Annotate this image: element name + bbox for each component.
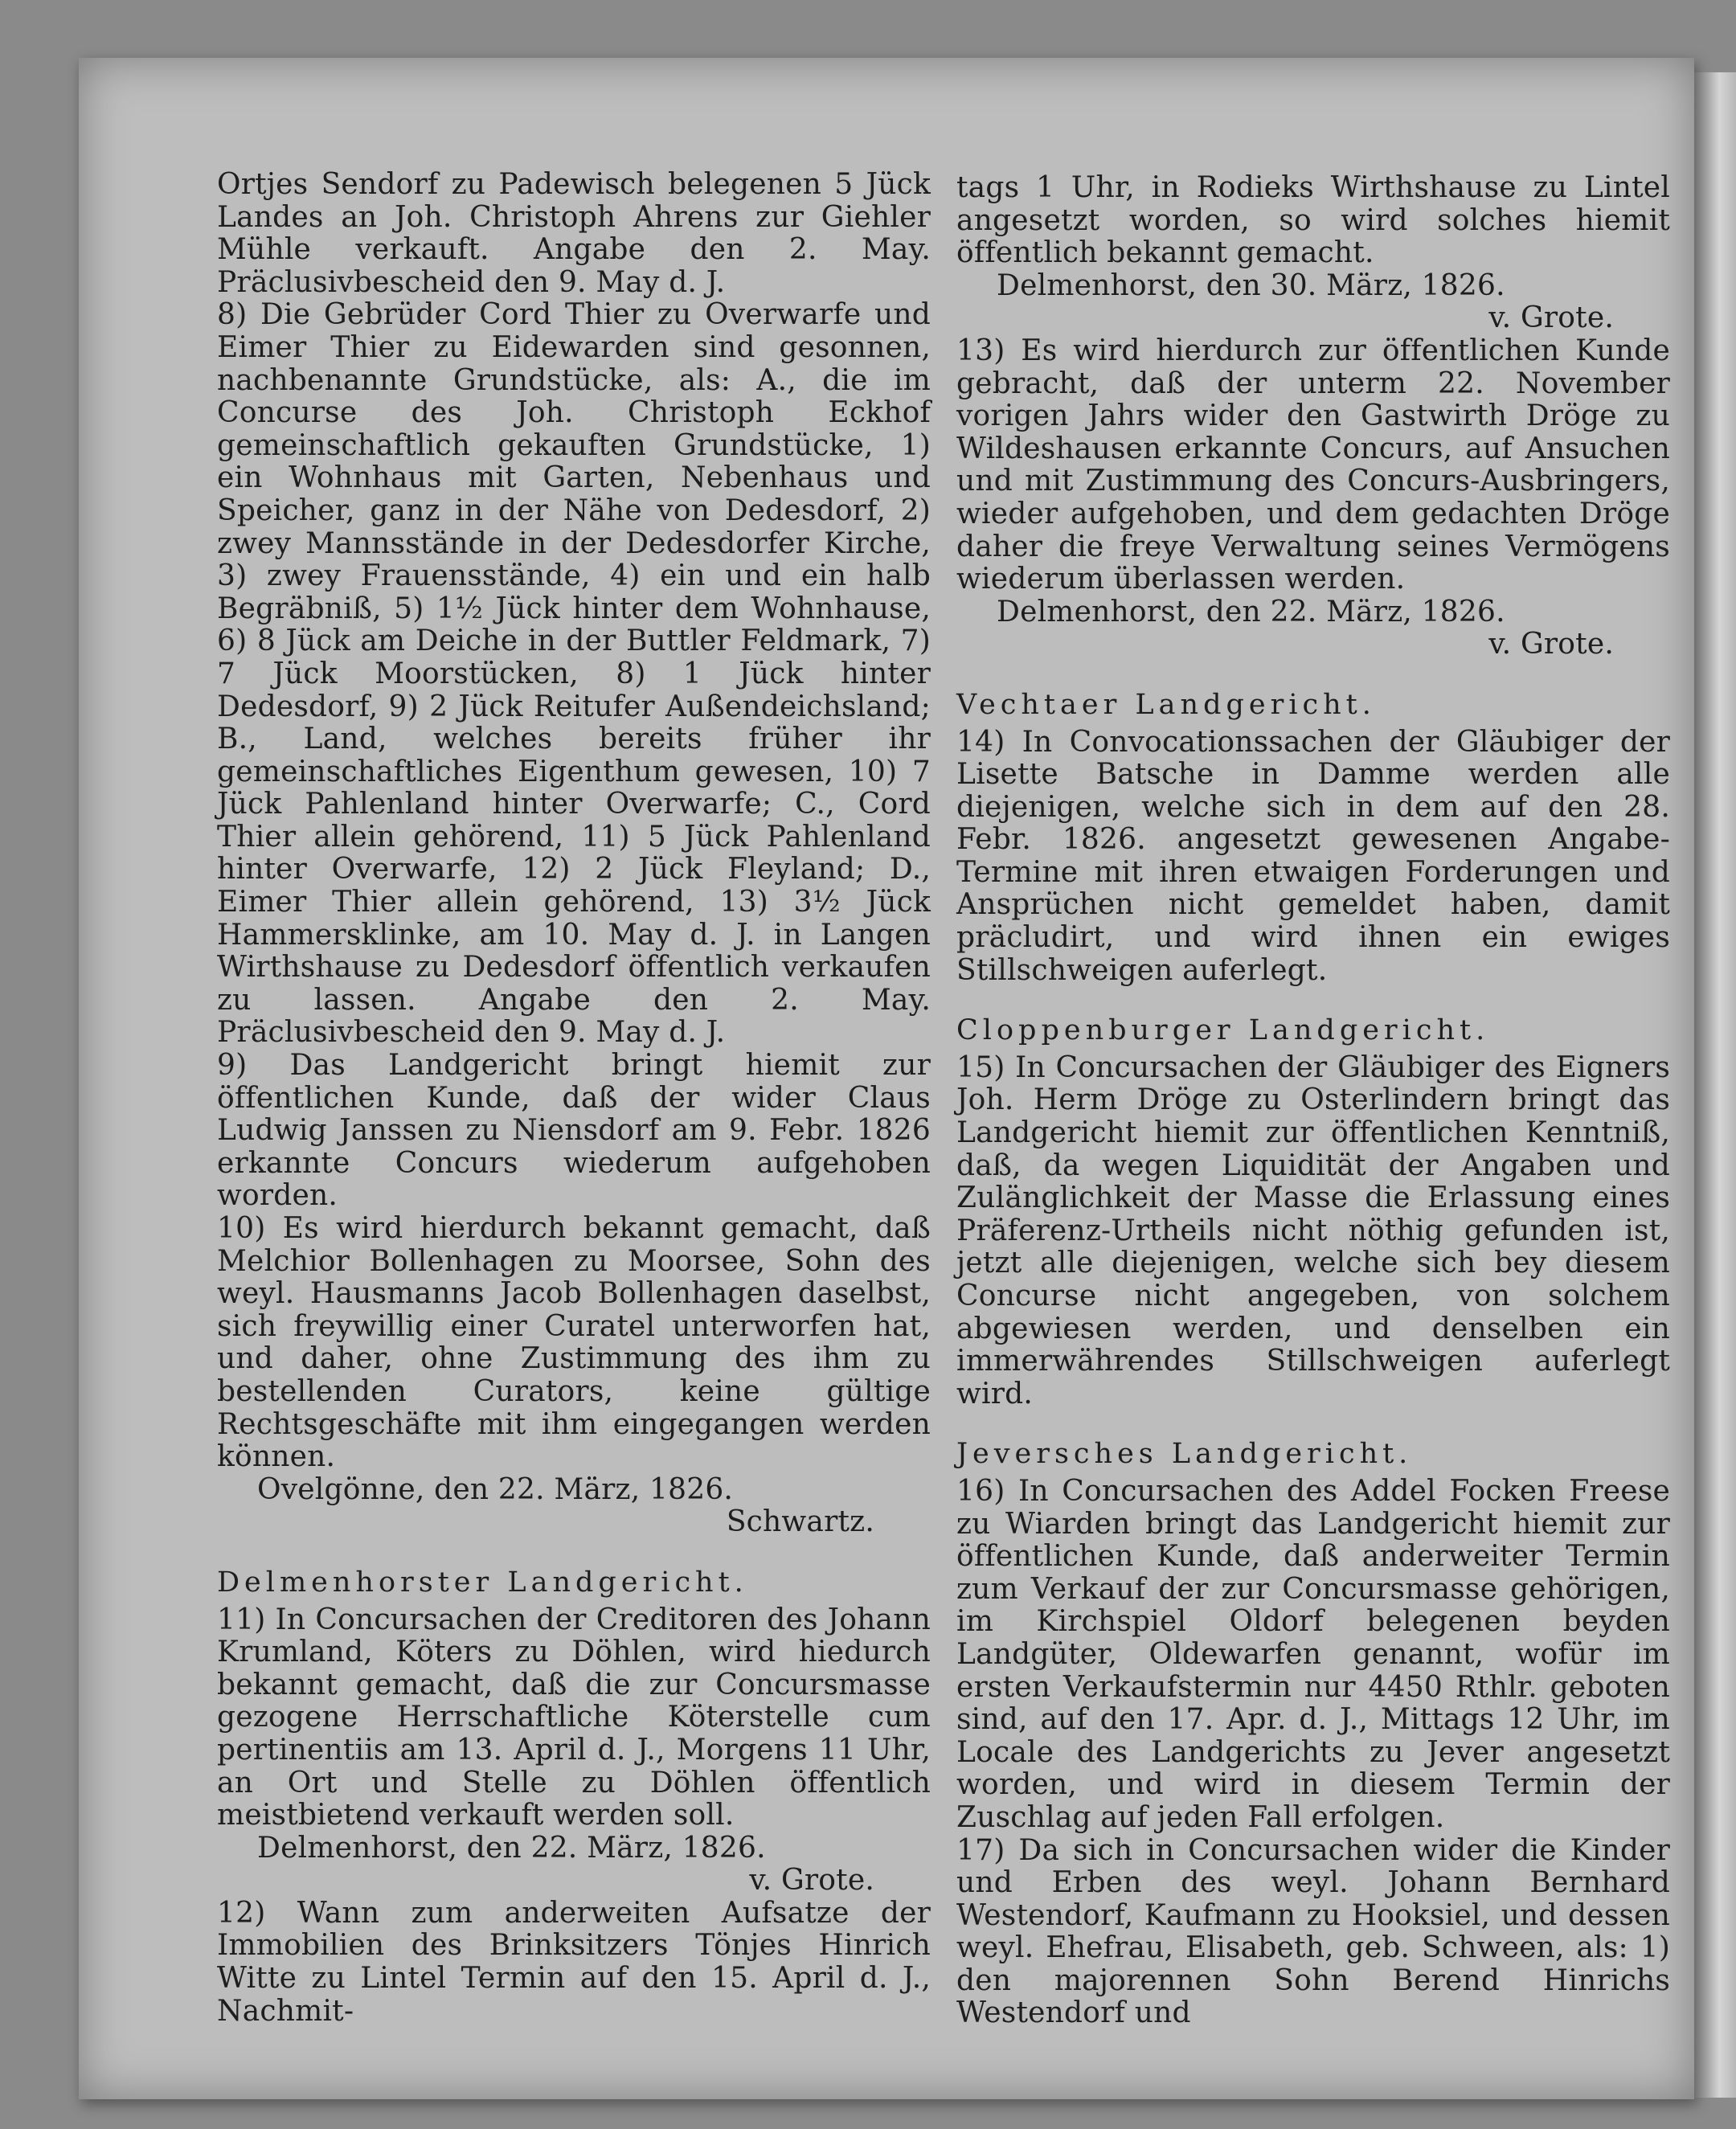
- notice-11-signature: v. Grote.: [749, 1864, 874, 1898]
- right-column: [956, 172, 1670, 2030]
- notice-13-place-date: Delmenhorst, den 22. März, 1826.: [997, 595, 1505, 628]
- notice-13-signature: v. Grote.: [1488, 628, 1614, 661]
- notice-17-start: 17) Da sich in Concursachen wider die Kinder und Erben des weyl. Johann Bernhard Westendorf, Kaufmann zu Hooksiel, und dessen weyl. Ehefrau, Elisabeth, geb. Schween, als: 1) den majorennen Sohn Berend Hinrichs Westendorf und: [956, 1833, 1670, 2030]
- notice-14: 14) In Convocationssachen der Gläubiger der Lisette Batsche in Damme werden alle diejenigen, welche sich in dem auf den 28. Febr. 1826. angesetzt gewesenen Angabe-Termine mit ihren etwaigen Forderungen und Ansprüchen nicht gemeldet haben, damit präcludirt, und wird ihnen ein ewiges Stillschweigen auferlegt.: [956, 725, 1670, 987]
- notice-12-place-date: Delmenhorst, den 30. März, 1826.: [997, 268, 1505, 302]
- notice-11: 11) In Concursachen der Creditoren des Johann Krumland, Köters zu Döhlen, wird hiedurch bekannt gemacht, daß die zur Concursmasse gezogene Herrschaftliche Köterstelle cum pertinentiis am 13. April d. J., Morgens 11 Uhr, an Ort und Stelle zu Döhlen öffentlich meistbietend verkauft werden soll.: [217, 1603, 931, 1832]
- notice-12-cont: tags 1 Uhr, in Rodieks Wirthshause zu Lintel angesetzt worden, so wird solches hiemit öffentlich bekannt gemacht.: [956, 171, 1670, 270]
- notice-10-place-date: Ovelgönne, den 22. März, 1826.: [257, 1472, 734, 1506]
- notice-16: 16) In Concursachen des Addel Focken Freese zu Wiarden bringt das Landgericht hiemit zur öffentlichen Kunde, daß anderweiter Termin zum Verkauf der zur Concursmasse gehörigen, im Kirchspiel Oldorf belegenen beyden Landgüter, Oldewarfen genannt, wofür im ersten Verkaufstermin nur 4450 Rthlr. geboten sind, auf den 17. Apr. d. J., Mittags 12 Uhr, im Locale des Landgerichts zu Jever angesetzt worden, und wird in diesem Termin der Zuschlag auf jeden Fall erfolgen.: [956, 1474, 1670, 1834]
- notice-9: 9) Das Landgericht bringt hiemit zur öffentlichen Kunde, daß der wider Claus Ludwig Janssen zu Niensdorf am 9. Febr. 1826 erkannte Concurs wiederum aufgehoben worden.: [217, 1049, 931, 1213]
- left-column: [217, 169, 931, 2028]
- heading-delmenhorst: Delmenhorster Landgericht.: [217, 1566, 748, 1599]
- notice-11-place-date: Delmenhorst, den 22. März, 1826.: [257, 1831, 766, 1865]
- notice-13: 13) Es wird hierdurch zur öffentlichen Kunde gebracht, daß der unterm 22. November vorigen Jahrs wider den Gastwirth Dröge zu Wildeshausen erkannte Concurs, auf Ansuchen und mit Zustimmung des Concurs-Ausbringers, wieder aufgehoben, und dem gedachten Dröge daher die freye Verwaltung seines Vermögens wiederum überlassen werden.: [956, 334, 1670, 596]
- heading-jever: Jeversches Landgericht.: [956, 1438, 1413, 1471]
- notice-8: 8) Die Gebrüder Cord Thier zu Overwarfe und Eimer Thier zu Eidewarden sind gesonnen, nachbenannte Grundstücke, als: A., die im Concurse des Joh. Christoph Eckhof gemeinschaftlich gekauften Grundstücke, 1) ein Wohnhaus mit Garten, Nebenhaus und Speicher, ganz in der Nähe von Dedesdorf, 2) zwey Mannsstände in der Dedesdorfer Kirche, 3) zwey Frauensstände, 4) ein und ein halb Begräbniß, 5) 1½ Jück hinter dem Wohnhause, 6) 8 Jück am Deiche in der Buttler Feldmark, 7) 7 Jück Moorstücken, 8) 1 Jück hinter Dedesdorf, 9) 2 Jück Reitufer Außendeichsland; B., Land, welches bereits früher ihr gemeinschaftliches Eigenthum gewesen, 10) 7 Jück Pahlenland hinter Overwarfe; C., Cord Thier allein gehörend, 11) 5 Jück Pahlenland hinter Overwarfe, 12) 2 Jück Fleyland; D., Eimer Thier allein gehörend, 13) 3½ Jück Hammersklinke, am 10. May d. J. in Langen Wirthshause zu Dedesdorf öffentlich verkaufen zu lassen. Angabe den 2. May. Präclusivbescheid den 9. May d. J.: [217, 298, 931, 1050]
- notice-10: 10) Es wird hierdurch bekannt gemacht, daß Melchior Bollenhagen zu Moorsee, Sohn des weyl. Hausmanns Jacob Bollenhagen daselbst, sich freywillig einer Curatel unterworfen hat, und daher, ohne Zustimmung des ihm zu bestellenden Curators, keine gültige Rechtsgeschäfte mit ihm eingegangen werden können.: [217, 1212, 931, 1474]
- notice-15: 15) In Concursachen der Gläubiger des Eigners Joh. Herm Dröge zu Osterlindern bringt das Landgericht hiemit zur öffentlichen Kenntniß, daß, da wegen Liquidität der Angaben und Zulänglichkeit der Masse die Erlassung eines Präferenz-Urtheils nicht nöthig gefunden ist, jetzt alle diejenigen, welche sich bey diesem Concurse nicht angegeben, von solchem abgewiesen werden, und denselben ein immerwährendes Stillschweigen auferlegt wird.: [956, 1050, 1670, 1410]
- notice-10-signature: Schwartz.: [726, 1505, 874, 1539]
- notice-12-start: 12) Wann zum anderweiten Aufsatze der Immobilien des Brinksitzers Tönjes Hinrich Witte zu Lintel Termin auf den 15. April d. J., Nachmit-: [217, 1896, 931, 2028]
- heading-vechta: Vechtaer Landgericht.: [956, 688, 1376, 721]
- notice-12-signature: v. Grote.: [1488, 301, 1614, 335]
- heading-cloppenburg: Cloppenburger Landgericht.: [956, 1014, 1490, 1047]
- page-edge-right: [1694, 72, 1736, 2098]
- notice-7-end: Ortjes Sendorf zu Padewisch belegenen 5 Jück Landes an Joh. Christoph Ahrens zur Giehler Mühle verkauft. Angabe den 2. May. Präclusivbescheid den 9. May d. J.: [217, 168, 931, 299]
